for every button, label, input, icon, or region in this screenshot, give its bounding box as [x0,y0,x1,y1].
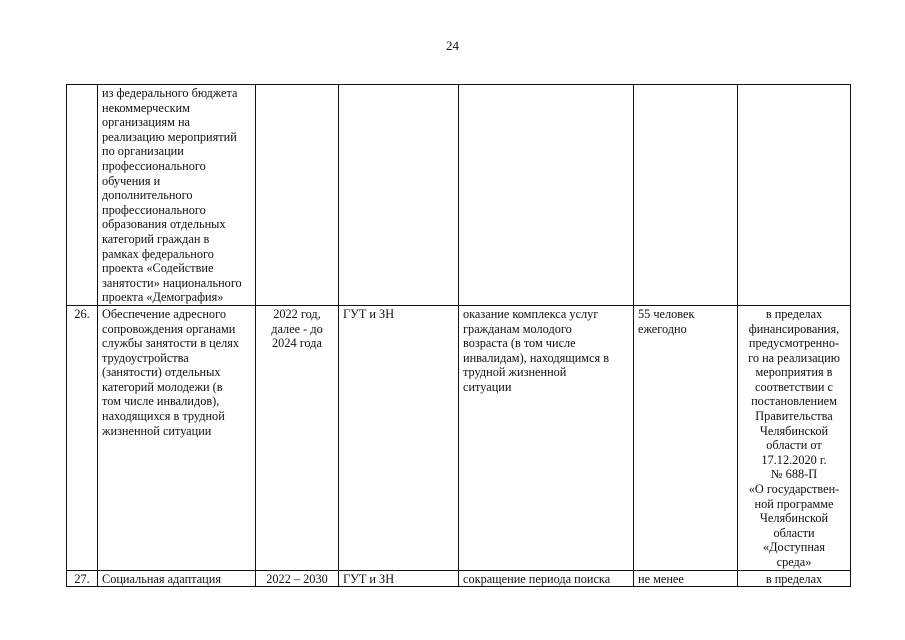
page-number: 24 [446,38,459,53]
executor-cell: ГУТ и ЗН [339,305,459,570]
executor-cell: ГУТ и ЗН [339,570,459,587]
measure-name-cell: из федерального бюджета некоммерческим организациям на реализацию мероприятий по организации профессионального обучения и дополнительного профессионального образования отдельных категорий граждан в рамках федерального проекта «Содействие занятости» национального проекта «Демография» [98,85,256,306]
executor-cell [339,85,459,306]
term-cell [256,85,339,306]
indicator-cell: 55 человек ежегодно [634,305,738,570]
funding-cell [738,85,851,306]
funding-cell: в пределах [738,570,851,587]
row-number-cell: 27. [67,570,98,587]
table-row [67,85,851,306]
table-row [67,305,851,570]
funding-cell: в пределах финансирования, предусмотренно- го на реализацию мероприятия в соответствии с постановлением Правительства Челябинской области от 17.12.2020 г. № 688-П «О государствен- ной программе Челябинской области «Доступная среда» [738,305,851,570]
row-number-cell [67,85,98,306]
result-cell: сокращение периода поиска [459,570,634,587]
result-cell [459,85,634,306]
row-number-cell: 26. [67,305,98,570]
measures-table [66,84,851,587]
result-cell: оказание комплекса услуг гражданам молодого возраста (в том числе инвалидам), находящимся в трудной жизненной ситуации [459,305,634,570]
term-cell: 2022 – 2030 [256,570,339,587]
table-row [67,570,851,587]
indicator-cell: не менее [634,570,738,587]
measure-name-cell: Социальная адаптация [98,570,256,587]
indicator-cell [634,85,738,306]
measure-name-cell: Обеспечение адресного сопровождения органами службы занятости в целях трудоустройства (занятости) отдельных категорий молодежи (в том числе инвалидов), находящихся в трудной жизненной ситуации [98,305,256,570]
term-cell: 2022 год, далее - до 2024 года [256,305,339,570]
